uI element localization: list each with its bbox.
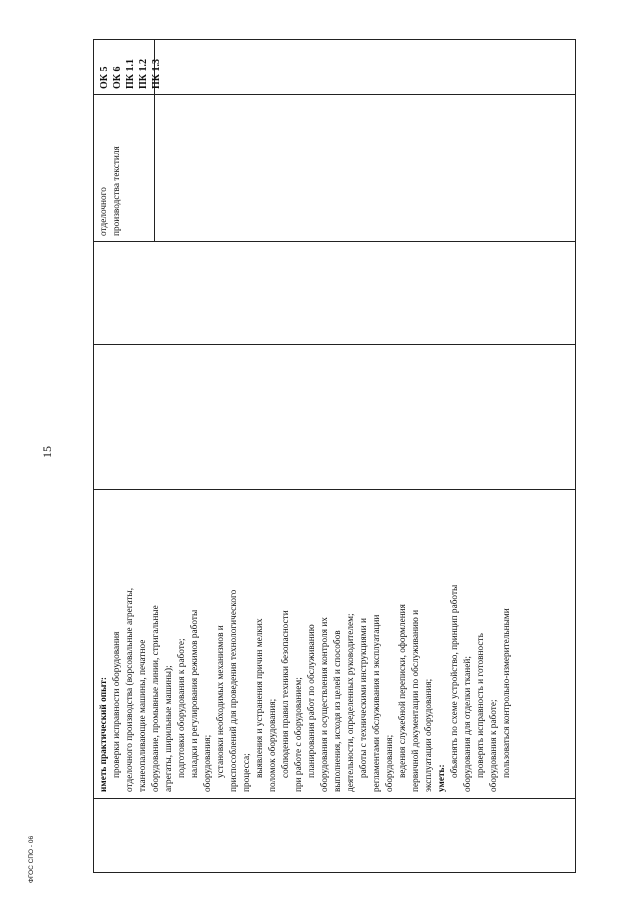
document-code: ФГОС СПО - 06 bbox=[28, 835, 35, 883]
content-line: отделочного производства (ворсовальные агрегаты, bbox=[125, 587, 135, 792]
content-line: ведения служебной переписки, оформления bbox=[398, 604, 408, 778]
table-column-divider bbox=[94, 344, 575, 345]
content-line: пользоваться контрольно-измерительными bbox=[502, 608, 512, 778]
content-line: установки необходимых механизмов и bbox=[216, 625, 226, 778]
content-line: наладки и регулирования режимов работы bbox=[190, 609, 200, 778]
content-line: регламентами обслуживания и эксплуатации bbox=[372, 614, 382, 792]
content-line: при работе с оборудованием; bbox=[294, 677, 304, 792]
competency-code: ПК 1.1 bbox=[125, 58, 136, 89]
competency-code: ПК 1.2 bbox=[138, 58, 149, 89]
competency-code: ПК 1.3 bbox=[151, 58, 162, 89]
content-line: тканеопаливающие машины, печатное bbox=[138, 639, 148, 792]
content-line: оборудования и осуществления контроля их bbox=[320, 617, 330, 792]
table-cell-competency-description bbox=[98, 494, 514, 792]
curriculum-table bbox=[93, 39, 576, 873]
page-number: 15 bbox=[40, 446, 54, 458]
content-line: деятельности, определенных руководителем; bbox=[346, 613, 356, 792]
content-line: уметь: bbox=[437, 764, 447, 792]
table-column-divider bbox=[94, 489, 575, 490]
content-line: планирования работ по обслуживанию bbox=[307, 624, 317, 778]
module-line: производства текстиля bbox=[112, 146, 122, 236]
content-line: проверки исправности оборудования bbox=[112, 631, 122, 778]
content-line: эксплуатации оборудования; bbox=[424, 678, 434, 792]
content-line: выполнения, исходя из целей и способов bbox=[333, 630, 343, 792]
content-line: объяснять по схеме устройство, принцип работы bbox=[450, 584, 460, 778]
content-line: проверять исправность и готовность bbox=[476, 633, 486, 778]
content-line: оборудование, промывные линии, стригальные bbox=[151, 605, 161, 792]
content-line: работы с техническими инструкциями и bbox=[359, 618, 369, 778]
content-line: подготовки оборудования к работе; bbox=[177, 638, 187, 778]
content-line: оборудования для отделки тканей; bbox=[463, 656, 473, 792]
content-line: приспособлений для проведения технологического bbox=[229, 589, 239, 792]
table-cell-competencies bbox=[98, 41, 163, 89]
content-line: процесса; bbox=[242, 753, 252, 792]
content-line: агрегаты, ширильные машины); bbox=[164, 665, 174, 792]
content-line: соблюдения правил техники безопасности bbox=[281, 610, 291, 778]
table-cell-module bbox=[98, 100, 124, 236]
table-column-divider bbox=[94, 798, 575, 799]
content-line: поломок оборудования; bbox=[268, 698, 278, 792]
competency-code: ОК 5 bbox=[99, 66, 110, 89]
content-line: первичной документации по обслуживанию и bbox=[411, 609, 421, 792]
content-line: иметь практический опыт: bbox=[99, 676, 109, 792]
table-column-divider bbox=[94, 241, 575, 242]
module-line: отделочного bbox=[99, 187, 109, 236]
content-line: оборудования к работе; bbox=[489, 699, 499, 792]
content-line: выявления и устранения причин мелких bbox=[255, 618, 265, 778]
table-column-divider bbox=[94, 94, 575, 95]
content-line: оборудования; bbox=[385, 734, 395, 792]
competency-code: ОК 6 bbox=[112, 66, 123, 89]
content-line: оборудования; bbox=[203, 734, 213, 792]
